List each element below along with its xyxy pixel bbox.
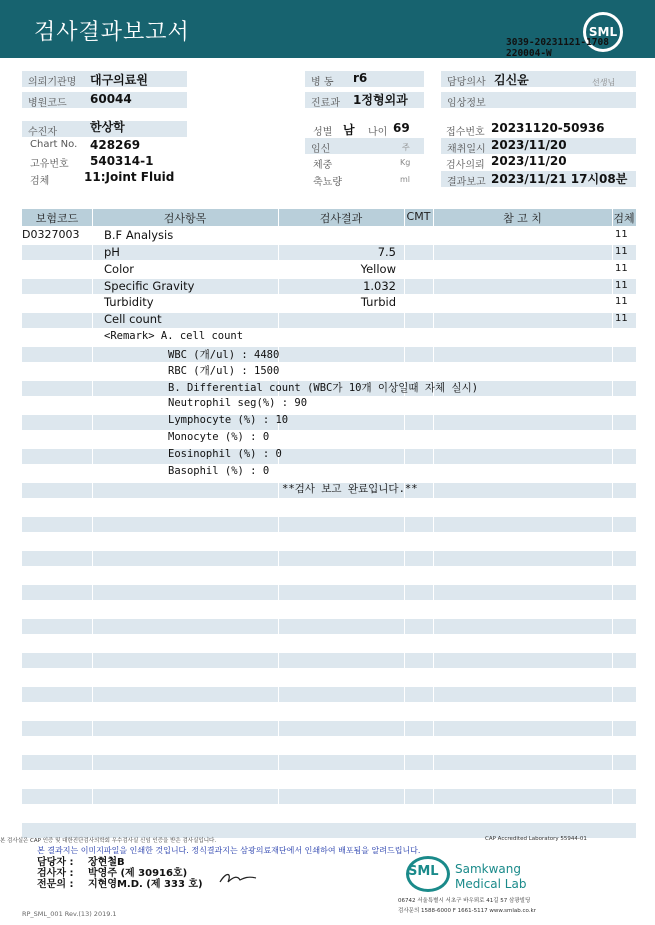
page-title: 검사결과보고서 <box>34 20 190 45</box>
col-cmt: CMT <box>406 210 431 223</box>
specimen-label: 검체 <box>30 176 50 187</box>
sig-label: 담당자 : <box>37 857 74 868</box>
lab-address: 06742 서울특별시 서초구 바우뫼로 41길 57 삼광빌딩 <box>398 898 531 904</box>
remark-line: Basophil (%) : 0 <box>168 465 270 477</box>
col-specimen: 검체 <box>613 212 635 225</box>
doctor-value: 김신윤 <box>494 73 529 87</box>
sml-logo-text: SML <box>408 864 439 879</box>
preg-unit: 주 <box>402 143 410 152</box>
sex-label: 성별 <box>313 127 333 138</box>
col-result: 검사결과 <box>319 212 363 225</box>
row-stripe <box>22 347 636 362</box>
collect-value: 2023/11/20 <box>491 138 567 152</box>
column-divider <box>612 209 613 823</box>
specimen-count: 11 <box>615 280 628 291</box>
remark-line: <Remark> A. cell count <box>104 330 244 342</box>
row-stripe <box>22 517 636 532</box>
lab-name-line1: Samkwang <box>455 862 521 876</box>
receipt-value: 20231120-50936 <box>491 121 605 135</box>
age-value: 69 <box>393 121 410 135</box>
test-item: Cell count <box>104 312 162 326</box>
urine-unit: ml <box>400 175 411 184</box>
sig-value: 박영주 (제 30916호) <box>88 868 188 879</box>
column-divider <box>92 209 93 823</box>
test-result: Yellow <box>360 262 396 276</box>
sig-value: 지현영M.D. (제 333 호) <box>88 879 203 890</box>
weight-label: 체중 <box>313 160 333 171</box>
hospcode-label: 병원코드 <box>22 92 187 108</box>
report-header <box>0 0 655 58</box>
patient-value: 한상학 <box>90 120 125 134</box>
lab-phone: 검사문의 1588-6000 F 1661-5117 www.smlab.co.kr <box>398 908 536 914</box>
row-stripe <box>22 551 636 566</box>
logo-text: SML <box>588 25 618 39</box>
hospcode-value: 60044 <box>90 92 132 106</box>
doctor-suffix: 선생님 <box>592 78 616 87</box>
row-stripe <box>22 721 636 736</box>
chart-label: Chart No. <box>30 139 78 150</box>
report-code-line2: 220004-W <box>506 48 552 59</box>
signature-mark <box>218 868 258 888</box>
lab-name-line2: Medical Lab <box>455 877 527 891</box>
hospital-label: 의뢰기관명 <box>22 71 187 87</box>
receipt-label: 접수번호 <box>446 127 485 138</box>
test-result: 1.032 <box>363 279 396 293</box>
specimen-count: 11 <box>615 296 628 307</box>
sig-label: 검사자 : <box>37 868 74 879</box>
col-reference: 참 고 치 <box>503 212 542 225</box>
test-item: Specific Gravity <box>104 279 195 293</box>
specimen-count: 11 <box>615 229 628 240</box>
col-test-item: 검사항목 <box>163 212 207 225</box>
row-stripe <box>22 789 636 804</box>
accreditation-note: 본 검사실은 CAP 인증 및 대한진단검사의학회 우수검사실 신임 인증을 받은 검사실입니다. <box>0 838 217 844</box>
remark-line: Lymphocyte (%) : 10 <box>168 414 289 426</box>
ward-label: 병 동 <box>305 71 424 87</box>
column-divider <box>433 209 434 823</box>
report-code <box>506 37 609 59</box>
urine-label: 축뇨량 <box>313 177 342 188</box>
row-stripe <box>22 687 636 702</box>
report-value: 2023/11/21 17시08분 <box>491 172 628 186</box>
age-label: 나이 <box>368 127 388 138</box>
row-stripe <box>22 415 636 430</box>
form-code: RP_SML_001 Rev.(13) 2019.1 <box>22 910 117 918</box>
sex-value: 남 <box>343 123 355 137</box>
ward-value: r6 <box>353 71 368 85</box>
column-divider <box>404 209 405 823</box>
specimen-count: 11 <box>615 313 628 324</box>
sig-value: 장현철B <box>88 857 125 868</box>
col-insurance-code: 보험코드 <box>35 212 79 225</box>
test-item: pH <box>104 245 120 259</box>
chart-value: 428269 <box>90 138 141 152</box>
sig-label: 전문의 : <box>37 879 74 890</box>
row-stripe <box>22 449 636 464</box>
row-stripe <box>22 653 636 668</box>
row-stripe <box>22 585 636 600</box>
row-stripe <box>22 755 636 770</box>
specimen-count: 11 <box>615 263 628 274</box>
remark-line: Monocyte (%) : 0 <box>168 431 270 443</box>
preg-label: 임신 <box>305 138 424 154</box>
test-item: Turbidity <box>104 295 154 309</box>
specimen-value: 11:Joint Fluid <box>84 170 175 184</box>
remark-line: Eosinophil (%) : 0 <box>168 448 282 460</box>
patient-label: 수진자 <box>22 121 187 137</box>
weight-unit: Kg <box>400 158 411 167</box>
dept-value: 1정형외과 <box>353 93 408 107</box>
collect-label: 채취일시 <box>441 138 636 154</box>
request-label: 검사의뢰 <box>446 160 485 171</box>
id-label: 고유번호 <box>30 159 69 170</box>
test-result: 7.5 <box>377 245 396 259</box>
request-value: 2023/11/20 <box>491 154 567 168</box>
test-result: Turbid <box>360 295 396 309</box>
remark-line: B. Differential count (WBC가 10개 이상일때 자체 실시) <box>168 382 479 394</box>
cap-note: CAP Accredited Laboratory 55944-01 <box>485 836 587 842</box>
row-stripe <box>22 619 636 634</box>
report-complete-note: **검사 보고 완료입니다.** <box>282 483 418 495</box>
doctor-label: 담당의사 <box>441 71 636 87</box>
print-notice: 본 결과지는 이미지파일을 인쇄한 것입니다. 정식결과지는 삼광의료재단에서 인쇄하여 배포됨을 알려드립니다. <box>37 846 421 855</box>
remark-line: Neutrophil seg(%) : 90 <box>168 397 308 409</box>
test-item: Color <box>104 262 135 276</box>
specimen-count: 11 <box>615 246 628 257</box>
report-label: 결과보고 <box>441 171 636 187</box>
clinical-label: 임상정보 <box>441 92 636 108</box>
report-code-line1: 3039-20231121-1708 <box>506 37 609 48</box>
hospital-value: 대구의료원 <box>90 73 148 87</box>
test-item: B.F Analysis <box>104 228 174 242</box>
dept-label: 진료과 <box>305 92 424 108</box>
insurance-code: D0327003 <box>22 228 80 241</box>
remark-line: RBC (개/ul) : 1500 <box>168 365 280 377</box>
id-value: 540314-1 <box>90 154 154 168</box>
remark-line: WBC (개/ul) : 4480 <box>168 349 280 361</box>
